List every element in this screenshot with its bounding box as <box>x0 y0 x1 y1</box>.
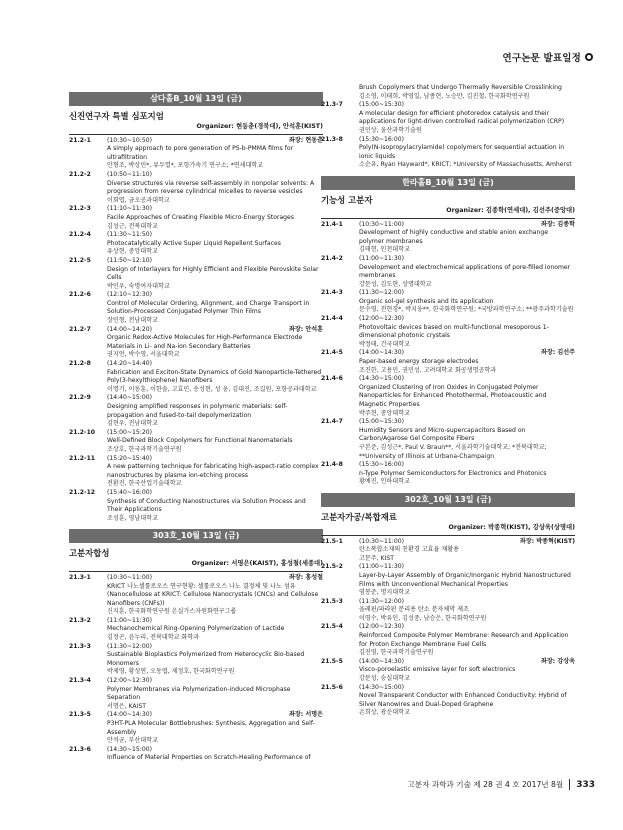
entry-body <box>107 677 323 711</box>
entry-authors: 박민우, 숙명여자대학교 <box>107 282 170 290</box>
entry-authors: 서명은, KAIST <box>107 702 146 710</box>
entry-title: Paper-based energy storage electrodes <box>359 358 479 366</box>
session-date-bar: 삼다홀B_10월 13일 (금) <box>69 92 323 106</box>
program-entry <box>69 455 323 489</box>
entry-authors: 김정곤, 윤누리, 전북대학교 화학과 <box>107 634 200 642</box>
entry-title: Layer-by-Layer Assembly of Organic/Inorganic Hybrid Nanostructured Films with Unconventional Mechanical Properties <box>359 571 571 588</box>
entry-body <box>359 136 575 170</box>
entry-time: (14:40~15:00) <box>107 394 152 402</box>
entry-code: 21.2-3 <box>69 205 91 213</box>
entry-time-row <box>107 677 323 686</box>
entry-time-row <box>107 205 323 214</box>
entry-code: 21.3-5 <box>69 711 91 719</box>
entry-time: (15:00~15:20) <box>107 428 152 436</box>
entry-body <box>359 315 575 349</box>
program-entry <box>69 643 323 677</box>
session-chair: 좌장: 홍성철 <box>289 573 323 581</box>
entry-time: (14:30~15:00) <box>359 375 404 383</box>
entry-time: (10:50~11:10) <box>107 170 152 178</box>
entry-authors: 조성훈, 영남대학교 <box>107 514 158 522</box>
session-divider <box>69 134 323 135</box>
continued-title: Brush Copolymers that Undergo Thermally Reversible Crosslinking <box>359 84 562 91</box>
session-organizer: Organizer: 서영은(KAIST), 홍성철(세종대) <box>191 560 323 568</box>
entry-time: (15:40~16:00) <box>107 488 152 496</box>
entry-authors: 소순유, Ryan Hayward*, KRICT; *University of Massachusetts, Amherst <box>359 161 572 169</box>
entry-title: Photocatalytically Active Super Liquid Repellent Surfaces <box>107 239 281 247</box>
entry-code: 21.4-2 <box>321 254 343 262</box>
entry-code: 21.4-8 <box>321 461 343 469</box>
session-chair: 좌장: 김종학 <box>541 220 575 228</box>
session-chair: 좌장: 박종혁(KIST) <box>519 537 575 545</box>
session-date-bar: 303호_10월 13일 (금) <box>69 529 323 543</box>
entry-time-row <box>359 375 575 384</box>
program-entry <box>69 574 323 617</box>
entry-authors: 강문성, 숭실대학교 <box>359 675 410 683</box>
footer-journal: 고분자 과학과 기술 제 28 권 4 호 2017년 8월 <box>407 780 564 789</box>
entry-time-row <box>359 101 575 110</box>
entry-time: (11:30~12:00) <box>107 642 152 650</box>
entry-body <box>359 221 575 255</box>
entry-title: Control of Molecular Ordering, Alignment, and Charge Transport in Solution-Processed Conjugated Polymer Thin Films <box>107 299 310 316</box>
entry-authors: 유상현, 중앙대학교 <box>107 248 158 256</box>
entry-time-row <box>107 711 323 720</box>
entry-code: 21.2-5 <box>69 256 91 264</box>
entry-body <box>107 291 323 325</box>
entry-time-row <box>107 489 323 498</box>
entry-time-row <box>107 257 323 266</box>
program-entry <box>69 617 323 643</box>
program-entry <box>69 429 323 455</box>
entry-time: (12:00~12:30) <box>359 315 404 323</box>
entry-authors: 장민형, 전남대학교 <box>107 317 158 325</box>
entry-time: (11:00~11:30) <box>107 616 152 624</box>
entry-body <box>359 101 575 135</box>
entry-title: Facile Approaches of Creating Flexible Micro-Energy Storages <box>107 213 294 221</box>
entry-time: (15:00~15:30) <box>359 418 404 426</box>
entry-time-row <box>359 315 575 324</box>
entry-body <box>107 360 323 394</box>
session-organizer: Organizer: 김종학(연세대), 김선주(중앙대) <box>446 206 575 214</box>
entry-time: (14:00~14:30) <box>359 349 404 357</box>
session-chair: 좌장: 서명은 <box>289 711 323 719</box>
entry-time-row <box>359 684 575 693</box>
entry-time-row <box>359 461 575 470</box>
entry-title: Fabrication and Exciton-State Dynamics of Gold Nanoparticle-Tethered Poly(3-hexylthiophene) Nanofibers <box>107 368 322 385</box>
program-entry <box>321 289 575 315</box>
entry-title: 탄소복합소재의 친환경 고효율 재활용 <box>359 546 459 554</box>
program-entry <box>69 326 323 360</box>
entry-code: 21.5-5 <box>321 657 343 665</box>
entry-code: 21.5-6 <box>321 683 343 691</box>
session-chair: 좌장: 안석훈 <box>289 325 323 333</box>
entry-time: (15:30~16:00) <box>359 135 404 143</box>
program-entry <box>321 418 575 461</box>
entry-code: 21.4-7 <box>321 418 343 426</box>
program-entry <box>69 489 323 523</box>
entry-title: Synthesis of Conducting Nanostructures via Solution Process and Their Applications <box>107 497 306 514</box>
entry-body <box>107 455 323 489</box>
session-divider <box>321 535 575 536</box>
entry-code: 21.5-4 <box>321 623 343 631</box>
entry-code: 21.2-10 <box>69 428 96 436</box>
entry-title: Polymer Membranes via Polymerization-induced Microphase Separation <box>107 685 291 702</box>
entry-time-row <box>359 418 575 427</box>
header-title: 연구논문 발표일정 <box>502 53 581 64</box>
session-organizer: Organizer: 박종혁(KIST), 강상욱(상명대) <box>448 523 575 531</box>
entry-time-row <box>107 746 323 755</box>
entry-authors: 염봉준, 명지대학교 <box>359 589 410 597</box>
entry-body <box>107 171 323 205</box>
page-header <box>502 50 593 64</box>
entry-title: Poly(N-isopropylacrylamide) copolymers for sequential actuation in ionic liquids <box>359 144 565 160</box>
entry-body <box>359 563 575 597</box>
entry-title: P3HT-PLA Molecular Bottlebrushes: Synthesis, Aggregation and Self-Assembly <box>107 720 315 736</box>
entry-code: 21.2-8 <box>69 360 91 368</box>
program-entry <box>69 171 323 205</box>
entry-time-row <box>107 326 323 335</box>
entry-title: A new patterning technique for fabricating high-aspect-ratio complex nanostructures by plasma ion-etching process <box>107 463 319 479</box>
entry-time: (12:10~12:30) <box>107 291 152 299</box>
entry-title: A molecular design for efficient photoredox catalysis and their applications for light-driven controlled radical polymerization (CRP) <box>359 109 565 126</box>
entry-authors: 안석균, 부산대학교 <box>107 737 158 745</box>
entry-body <box>107 394 323 428</box>
entry-time: (10:30~11:00) <box>359 220 404 228</box>
entry-body <box>107 643 323 677</box>
entry-code: 21.3-1 <box>69 573 91 581</box>
entry-code: 21.4-6 <box>321 375 343 383</box>
entry-authors: 김진영, 한국과학기술연구원 <box>359 649 434 657</box>
entry-authors: 권민상, 울산과학기술원 <box>359 126 422 134</box>
entry-body <box>359 598 575 624</box>
entry-time: (12:00~12:30) <box>107 677 152 685</box>
entry-authors: 권지언, 박수영, 서울대학교 <box>107 351 180 359</box>
entry-time-row <box>107 137 323 146</box>
entry-body <box>107 574 323 617</box>
entry-authors: 전환진, 한국산업기술대학교 <box>107 480 182 488</box>
program-entry <box>321 255 575 289</box>
entry-body <box>359 658 575 684</box>
entry-time: (11:30~11:50) <box>107 231 152 239</box>
entry-time: (11:30~12:00) <box>359 289 404 297</box>
entry-title: Development of highly conductive and stable anion exchange polymer membranes <box>359 229 549 245</box>
session-chair: 좌장: 현동춘 <box>289 136 323 144</box>
entry-time: (14:20~14:40) <box>107 360 152 368</box>
entry-time-row <box>107 291 323 300</box>
entry-code: 21.3-2 <box>69 616 91 624</box>
entry-title: Designing amplified responses in polymeric materials: self-propagation and fused-to-tail depolymerization <box>107 403 288 419</box>
entry-body <box>107 326 323 360</box>
entry-time-row <box>107 231 323 240</box>
entry-time: (14:00~14:30) <box>359 657 404 665</box>
entry-authors: 박주현, 중앙대학교 <box>359 409 410 417</box>
entry-authors: 이영수, 박유인, 김성중, 남승은, 한국화학연구원 <box>359 614 487 622</box>
entry-code: 21.4-5 <box>321 349 343 357</box>
entry-time: (15:20~15:40) <box>107 454 152 462</box>
page-footer <box>407 779 595 790</box>
session-date-bar: 302호_10월 13일 (금) <box>321 493 575 507</box>
program-entry <box>321 221 575 255</box>
entry-time: (11:50~12:10) <box>107 256 152 264</box>
entry-title: Organic Redox-Active Molecules for High-Performance Electrode Materials in Li- and Na-ion Secondary Batteries <box>107 334 303 350</box>
program-entry <box>69 711 323 745</box>
program-entry <box>321 136 575 170</box>
program-entry <box>321 623 575 657</box>
entry-code: 21.2-4 <box>69 231 91 239</box>
entry-time: (15:30~16:00) <box>359 461 404 469</box>
entry-time-row <box>107 574 323 583</box>
entry-time: (14:30~15:00) <box>359 683 404 691</box>
entry-code: 21.2-1 <box>69 136 91 144</box>
left-column <box>69 92 323 763</box>
entry-code: 21.2-12 <box>69 488 96 496</box>
entry-code: 21.3-4 <box>69 677 91 685</box>
entry-title: KRICT 나노셀룰로오스 연구현황: 셀룰로오스 나노 결정체 및 나노 섬유 (Nanocellulose at KRICT: Cellulose Nanocrystals (CNCs) and Cellulose Nanofibers (CNFs)) <box>107 582 319 607</box>
entry-body <box>359 255 575 289</box>
entry-body <box>107 137 323 171</box>
entry-body <box>359 461 575 487</box>
entry-authors: 김성근, 전북대학교 <box>107 222 158 230</box>
entry-authors: 문수영, 전현경*, 박지웅**, 한국화학연구원; *국방과학연구소; **광주과학기술원 <box>359 306 574 314</box>
program-entry <box>69 677 323 711</box>
entry-authors: 박정태, 건국대학교 <box>359 340 410 348</box>
entry-code: 21.3-7 <box>321 101 343 109</box>
entry-time-row <box>107 617 323 626</box>
program-entry <box>69 291 323 325</box>
program-entry <box>69 137 323 171</box>
entry-code: 21.2-6 <box>69 291 91 299</box>
session-title: 고분자합성 <box>69 548 110 559</box>
entry-title: Well-Defined Block Copolymers for Functional Nanomaterials <box>107 437 293 445</box>
entry-code: 21.4-3 <box>321 289 343 297</box>
entry-time-row <box>359 598 575 607</box>
entry-body <box>359 349 575 375</box>
entry-time: (11:00~11:30) <box>359 254 404 262</box>
program-entry <box>321 315 575 349</box>
entry-time-row <box>107 171 323 180</box>
entry-title: Diverse structures via reverse self-assembly in nonpolar solvents: A progression from reverse cylindrical micelles to reverse vesicles <box>107 179 315 196</box>
entry-time-row <box>359 623 575 632</box>
entry-time: (11:00~11:30) <box>359 563 404 571</box>
entry-body <box>359 538 575 564</box>
entry-authors: 강문성, 김도현, 상명대학교 <box>359 280 432 288</box>
entry-time-row <box>359 255 575 264</box>
entry-time: (14:30~15:00) <box>107 745 152 753</box>
entry-code: 21.3-8 <box>321 135 343 143</box>
entry-code: 21.3-6 <box>69 745 91 753</box>
entry-title: Design of Interlayers for Highly Efficient and Flexible Perovskite Solar Cells <box>107 265 319 282</box>
session-chair: 좌장: 강상욱 <box>541 657 575 665</box>
entry-authors: 고문주, KIST <box>359 554 394 562</box>
entry-time: (10:30~10:50) <box>107 136 152 144</box>
entry-time: (11:30~12:00) <box>359 597 404 605</box>
entry-body <box>359 623 575 657</box>
entry-body <box>359 418 575 461</box>
circle-icon <box>585 53 593 61</box>
entry-time: (14:00~14:20) <box>107 325 152 333</box>
entry-time: (15:00~15:30) <box>359 101 404 109</box>
entry-authors: 조진한, 고용민, 권민성, 고려대학교 화공생명공학과 <box>359 366 497 374</box>
entry-title: n-Type Polymer Semiconductors for Electronics and Photonics <box>359 469 547 477</box>
entry-body <box>107 746 323 763</box>
entry-body <box>107 205 323 231</box>
entry-title: Humidity Sensors and Micro-supercapacitors Based on Carbon/Agarose Gel Composite Fibers <box>359 426 526 443</box>
entry-time: (10:30~11:00) <box>107 573 152 581</box>
program-entry <box>321 598 575 624</box>
program-entry <box>321 684 575 718</box>
entry-authors: 신지훈, 한국화학연구원 온실가스자원화연구그룹 <box>107 608 237 616</box>
session-chair: 좌장: 김선주 <box>541 349 575 357</box>
entry-body <box>107 617 323 643</box>
program-entry <box>321 658 575 684</box>
entry-time-row <box>107 643 323 652</box>
entry-authors: 구본준, 김성근*, Paul V. Braun**, 서울과학기술대학교; *전북대학교; **University of Illinois at Urbana-Champaign <box>359 443 547 460</box>
entry-time: (12:00~12:30) <box>359 623 404 631</box>
entry-body <box>359 289 575 315</box>
entry-body <box>359 684 575 718</box>
entry-title: A simply approach to pore generation of PS-b-PMMA films for ultrafiltration <box>107 145 294 161</box>
program-entry <box>69 231 323 257</box>
entry-time-row <box>359 221 575 230</box>
right-column <box>321 84 575 718</box>
session-title: 기능성 고분자 <box>321 194 373 205</box>
entry-code: 21.4-1 <box>321 220 343 228</box>
entry-body <box>359 375 575 418</box>
entry-time-row <box>359 658 575 667</box>
entry-authors: 손희상, 광운대학교 <box>359 709 410 717</box>
entry-code: 21.5-2 <box>321 563 343 571</box>
entry-time-row <box>107 360 323 369</box>
entry-time-row <box>107 455 323 464</box>
program-entry <box>69 746 323 763</box>
entry-body <box>107 711 323 745</box>
program-entry <box>69 360 323 394</box>
program-entry <box>321 375 575 418</box>
entry-time: (11:10~11:30) <box>107 205 152 213</box>
program-entry <box>321 563 575 597</box>
program-entry <box>321 349 575 375</box>
program-entry <box>69 205 323 231</box>
entry-title: Influence of Material Properties on Scratch-Healing Performance of <box>107 754 311 762</box>
session-date-bar: 한라홀B_10월 13일 (금) <box>321 176 575 190</box>
entry-title: Reinforced Composite Polymer Membrane: Research and Application for Proton Exchange Membrane Fuel Cells <box>359 632 569 648</box>
entry-title: Sustainable Bioplastics Polymerized from Heterocyclic Bio-based Monomers <box>107 651 305 667</box>
session-title: 고분자가공/복합재료 <box>321 511 397 522</box>
program-entry <box>69 257 323 291</box>
entry-authors: 안형조, 박상민*, 류두열*, 포항가속기 연구소; *연세대학교 <box>107 162 264 170</box>
entry-authors: 김태현, 인천대학교 <box>359 246 410 254</box>
entry-body <box>107 489 323 523</box>
entry-title: Novel Transparent Conductor with Enhanced Conductivity: Hybrid of Silver Nanowires and Dual-Doped Graphene <box>359 692 567 708</box>
entry-title: Photovoltaic devices based on multi-functional mesoporous 1-dimensional photonic crystals <box>359 323 549 340</box>
entry-authors: 박제영, 황성연, 오동엽, 제정호, 한국화학연구원 <box>107 668 235 676</box>
entry-time-row <box>359 349 575 358</box>
entry-code: 21.5-1 <box>321 537 343 545</box>
page-number: 333 <box>576 779 595 790</box>
entry-authors: 김현우, 전남대학교 <box>107 420 158 428</box>
entry-title: Organized Clustering of Iron Oxides in Conjugated Polymer Nanoparticles for Enhanced Photothermal, Photoacoustic and Magnetic Properties <box>359 383 547 408</box>
entry-time-row <box>359 538 575 547</box>
entry-authors: 이회엽, 금오공과대학교 <box>107 196 170 204</box>
entry-title: Organic sol-gel synthesis and its application <box>359 297 494 305</box>
session-organizer: Organizer: 현동춘(경북대), 안석훈(KIST) <box>196 123 323 130</box>
session-divider <box>69 571 323 572</box>
entry-authors: 조상호, 한국과학기술연구원 <box>107 445 182 453</box>
entry-code: 21.5-3 <box>321 597 343 605</box>
footer-divider <box>569 779 570 790</box>
entry-time-row <box>359 289 575 298</box>
entry-code: 21.2-2 <box>69 170 91 178</box>
entry-time-row <box>107 394 323 403</box>
entry-time-row <box>107 429 323 438</box>
program-entry <box>321 538 575 564</box>
continued-entry <box>321 84 575 101</box>
entry-title: 올레핀/파라핀 분리용 탄소 분자체막 제조 <box>359 606 469 614</box>
entry-title: Visco-poroelastic emissive layer for soft electronics <box>359 666 516 674</box>
entry-authors: 이명기, 이동훈, 이한솔, 고효민, 송성현, 성 웅, 김대진, 조길원, 포항공과대학교 <box>107 385 317 393</box>
entry-body <box>107 429 323 455</box>
entry-time: (14:00~14:30) <box>107 711 152 719</box>
continued-authors: 김소영, 이태희, 박영일, 남종현, 노승만, 김진철, 한국화학연구원 <box>359 92 530 100</box>
entry-code: 21.2-9 <box>69 394 91 402</box>
program-entry <box>321 461 575 487</box>
session-title: 신진연구자 특별 심포지엄 <box>69 111 164 121</box>
entry-body <box>107 257 323 291</box>
entry-title: Mechanochemical Ring-Opening Polymerization of Lactide <box>107 625 285 633</box>
program-entry <box>69 394 323 428</box>
entry-code: 21.2-7 <box>69 325 91 333</box>
entry-title: Development and electrochemical applications of pore-filled ionomer membranes <box>359 263 571 280</box>
entry-time: (10:30~11:00) <box>359 537 404 545</box>
entry-time-row <box>359 563 575 572</box>
program-entry <box>321 101 575 135</box>
entry-body <box>107 231 323 257</box>
entry-authors: 황예진, 인하대학교 <box>359 478 410 486</box>
entry-code: 21.3-3 <box>69 642 91 650</box>
entry-code: 21.2-11 <box>69 454 96 462</box>
entry-time-row <box>359 136 575 145</box>
entry-code: 21.4-4 <box>321 315 343 323</box>
session-divider <box>321 218 575 219</box>
